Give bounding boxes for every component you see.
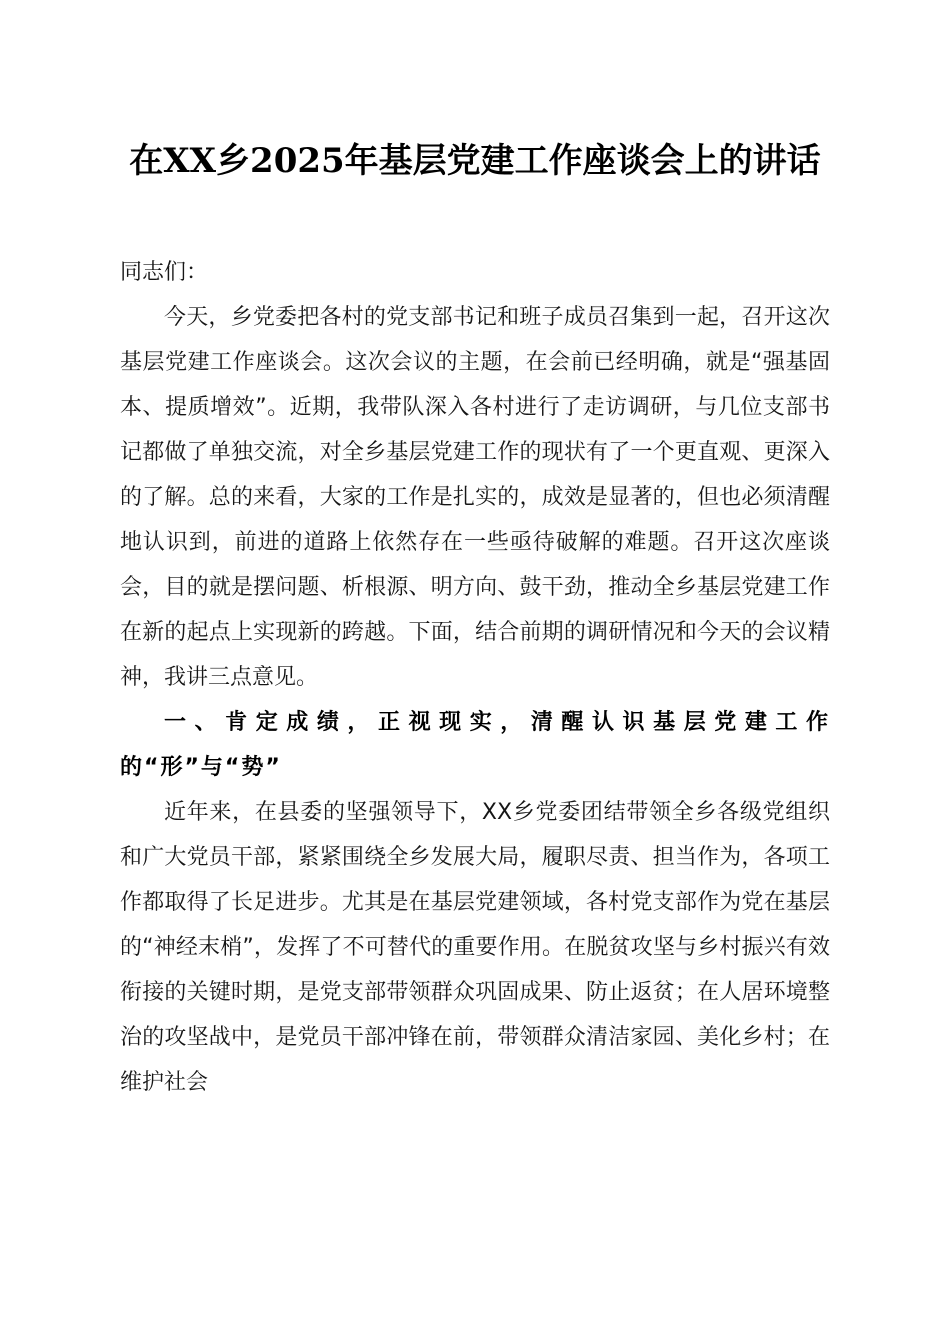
document-title: 在XX乡2025年基层党建工作座谈会上的讲话 — [129, 141, 821, 181]
salutation: 同志们： — [120, 260, 209, 285]
paragraph-achievements: 近年来，在县委的坚强领导下，XX乡党委团结带领全乡各级党组织和广大党员干部，紧紧围绕全乡发展大局，履职尽责、担当作为，各项工作都取得了长足进步。尤其是在基层党建领域，各村党支部作为党在基层的“神经末梢”，发挥了不可替代的重要作用。在脱贫攻坚与乡村振兴有效衔接的关键时期，是党支部带领群众巩固成果、防止返贫；在人居环境整治的攻坚战中，是党员干部冲锋在前，带领群众清洁家园、美化乡村；在维护社会 — [120, 800, 830, 1095]
section-heading: 一、肯定成绩，正视现实，清醒认识基层党建工作的“形”与“势” — [120, 710, 830, 780]
document-body — [120, 250, 830, 1105]
paragraph-opening: 今天，乡党委把各村的党支部书记和班子成员召集到一起，召开这次基层党建工作座谈会。这次会议的主题，在会前已经明确，就是“强基固本、提质增效”。近期，我带队深入各村进行了走访调研，与几位支部书记都做了单独交流，对全乡基层党建工作的现状有了一个更直观、更深入的了解。总的来看，大家的工作是扎实的，成效是显著的，但也必须清醒地认识到，前进的道路上依然存在一些亟待破解的难题。召开这次座谈会，目的就是摆问题、析根源、明方向、鼓干劲，推动全乡基层党建工作在新的起点上实现新的跨越。下面，结合前期的调研情况和今天的会议精神，我讲三点意见。 — [120, 305, 830, 690]
